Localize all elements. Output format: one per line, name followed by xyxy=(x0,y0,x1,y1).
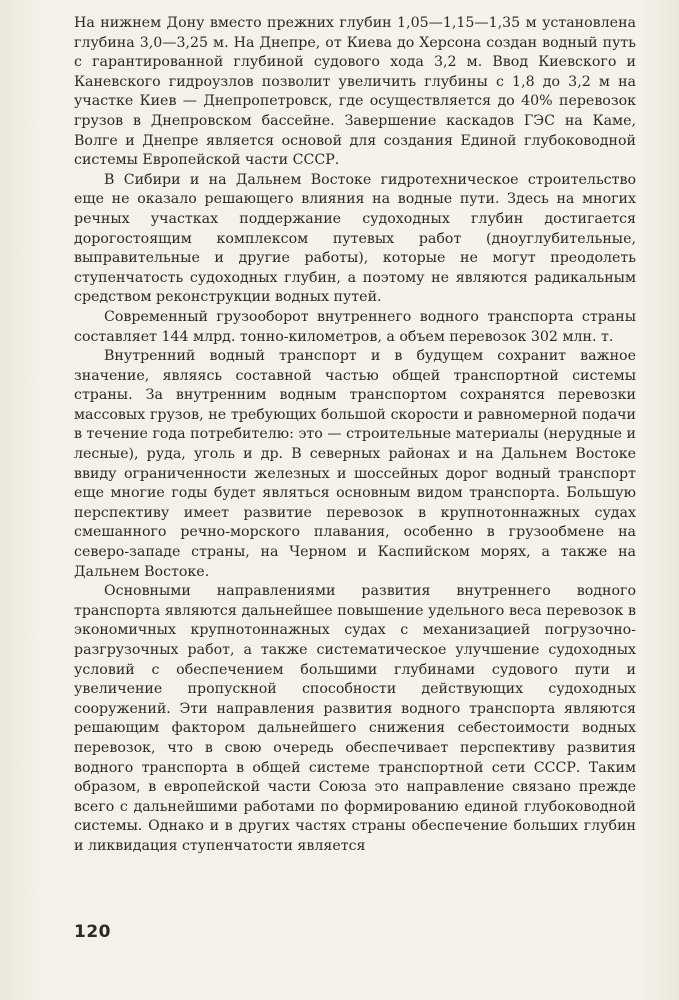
paragraph-2: В Сибири и на Дальнем Востоке гидротехническое строительство еще не оказало решающего влияния на водные пути. Здесь на многих речных участках поддержание судоходных глубин достигается дорогостоящим комплексом путевых работ (дноуглубительные, выправительные и другие работы), которые не могут преодолеть ступенчатость судоходных глубин, а поэтому не являются радикальным средством реконструкции водных путей. xyxy=(74,171,636,306)
page-number: 120 xyxy=(74,922,111,942)
page-body-text xyxy=(74,14,636,857)
paragraph-5: Основными направлениями развития внутреннего водного транспорта являются дальнейшее повышение удельного веса перевозок в экономичных крупнотоннажных судах с механизацией погрузочно-разгрузочных работ, а также систематическое улучшение судоходных условий с обеспечением большими глубинами судового пути и увеличение пропускной способности действующих судоходных сооружений. Эти направления развития водного транспорта являются решающим фактором дальнейшего снижения себестоимости водных перевозок, что в свою очередь обеспечивает перспективу развития водного транспорта в общей системе транспортной сети СССР. Таким образом, в европейской части Союза это направление связано прежде всего с дальнейшими работами по формированию единой глубоководной системы. Однако и в других частях страны обеспечение больших глубин и ликвидация ступенчатости является xyxy=(74,583,636,854)
paragraph-4: Внутренний водный транспорт и в будущем сохранит важное значение, являясь составной частью общей транспортной системы страны. За внутренним водным транспортом сохранятся перевозки массовых грузов, не требующих большой скорости и равномерной подачи в течение года потребителю: это — строительные материалы (нерудные и лесные), руда, уголь и др. В северных районах и на Дальнем Востоке ввиду ограниченности железных и шоссейных дорог водный транспорт еще многие годы будет являться основным видом транспорта. Большую перспективу имеет развитие перевозок в крупнотоннажных судах смешанного речно-морского плавания, особенно в грузообмене на северо-западе страны, на Черном и Каспийском морях, а также на Дальнем Востоке. xyxy=(74,348,636,580)
paragraph-1: На нижнем Дону вместо прежних глубин 1,05—1,15—1,35 м установлена глубина 3,0—3,25 м. На Днепре, от Киева до Херсона создан водный путь с гарантированной глубиной судового хода 3,2 м. Ввод Киевского и Каневского гидроузлов позволит увеличить глубины с 1,8 до 3,2 м на участке Киев — Днепропетровск, где осуществляется до 40% перевозок грузов в Днепровском бассейне. Завершение каскадов ГЭС на Каме, Волге и Днепре является основой для создания Единой глубоководной системы Европейской части СССР. xyxy=(74,15,636,169)
paragraph-3: Современный грузооборот внутреннего водного транспорта страны составляет 144 млрд. тонно-километров, а объем перевозок 302 млн. т. xyxy=(74,308,636,345)
